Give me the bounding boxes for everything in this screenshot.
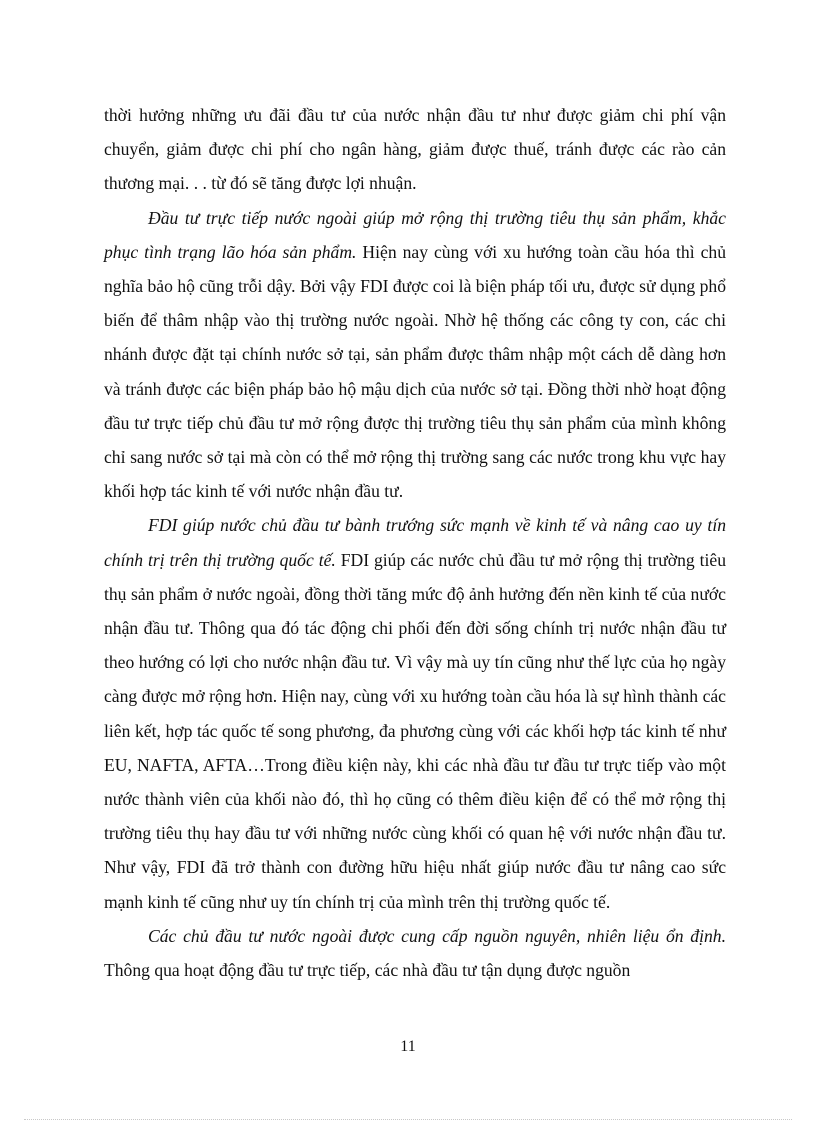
paragraph-text: Hiện nay cùng với xu hướng toàn cầu hóa thì chủ nghĩa bảo hộ cũng trỗi dậy. Bởi vậy FDI được coi là biện pháp tối ưu, được sử dụng phổ biến để thâm nhập vào thị trường nước ngoài. Nhờ hệ thống các công ty con, các chi nhánh được đặt tại chính nước sở tại, sản phẩm được thâm nhập một cách dễ dàng hơn và tránh được các biện pháp bảo hộ mậu dịch của nước sở tại. Đồng thời nhờ hoạt động đầu tư trực tiếp chủ đầu tư mở rộng được thị trường tiêu thụ sản phẩm của mình không chỉ sang nước sở tại mà còn có thể mở rộng thị trường sang các nước trong khu vực hay khối hợp tác kinh tế với nước nhận đầu tư. (104, 241, 726, 502)
paragraph-text: Thông qua hoạt động đầu tư trực tiếp, các nhà đầu tư tận dụng được nguồn (104, 960, 631, 981)
page-bottom-divider (24, 1119, 792, 1120)
paragraph-italic-lead: Các chủ đầu tư nước ngoài được cung cấp nguồn nguyên, nhiên liệu ổn định. (148, 925, 726, 946)
paragraph-continuation (104, 98, 726, 201)
paragraph-italic-lead: Đầu tư trực tiếp nước ngoài giúp mở rộng thị trường tiêu thụ sản phẩm, khắc phục tình trạng lão hóa sản phẩm. (104, 207, 726, 262)
paragraph-text: FDI giúp các nước chủ đầu tư mở rộng thị trường tiêu thụ sản phẩm ở nước ngoài, đồng thời tăng mức độ ảnh hưởng đến nền kinh tế của nước nhận đầu tư. Thông qua đó tác động chi phối đến đời sống chính trị nước nhận đầu tư theo hướng có lợi cho nước nhận đầu tư. Vì vậy mà uy tín cũng như thế lực của họ ngày càng được mở rộng hơn. Hiện nay, cùng với xu hướng toàn cầu hóa là sự hình thành các liên kết, hợp tác quốc tế song phương, đa phương cùng với các khối hợp tác kinh tế như EU, NAFTA, AFTA…Trong điều kiện này, khi các nhà đầu tư đầu tư trực tiếp vào một nước thành viên của khối nào đó, thì họ cũng có thêm điều kiện để có thể mở rộng thị trường tiêu thụ hay đầu tư với những nước cùng khối có quan hệ với nước nhận đầu tư. Như vậy, FDI đã trở thành con đường hữu hiệu nhất giúp nước đầu tư nâng cao sức mạnh kinh tế cũng như uy tín chính trị của mình trên thị trường quốc tế. (104, 549, 727, 912)
body-text (104, 98, 726, 987)
paragraph-raw-materials (104, 919, 726, 987)
page-number: 11 (400, 1038, 416, 1055)
paragraph-text: thời hưởng những ưu đãi đầu tư của nước nhận đầu tư như được giảm chi phí vận chuyển, giảm được chi phí cho ngân hàng, giảm được thuế, tránh được các rào cản thương mại. . . từ đó sẽ tăng được lợi nhuận. (104, 105, 726, 194)
paragraph-italic-lead: FDI giúp nước chủ đầu tư bành trướng sức mạnh về kinh tế và nâng cao uy tín chính trị trên thị trường quốc tế. (104, 515, 726, 570)
paragraph-economic-power (104, 508, 726, 918)
paragraph-market-expansion (104, 201, 726, 509)
